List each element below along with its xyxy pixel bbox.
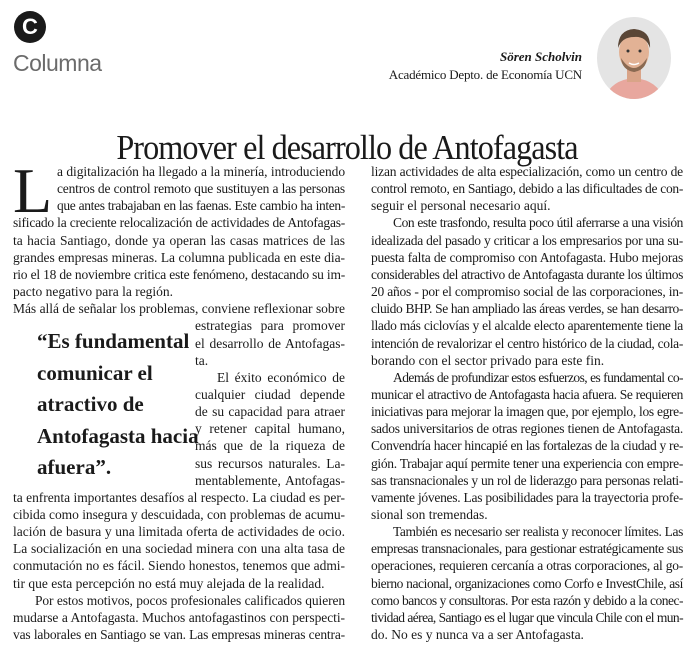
- author-affiliation: Académico Depto. de Economía UCN: [388, 67, 582, 82]
- article-line: 20 años - por el compromiso social de las corporaciones, in-: [371, 284, 683, 300]
- article-line: más que de la riqueza de: [195, 438, 345, 454]
- article-line: operaciones, requieren cercanía a otras corporaciones, al go-: [371, 558, 683, 574]
- article-line: sificado la creciente relocalización de actividades de Antofagas-: [13, 215, 345, 231]
- pull-quote-line: Antofagasta hacia: [37, 423, 199, 448]
- section-label: Columna: [13, 50, 102, 76]
- article-line: Con este trasfondo, resulta poco útil aferrarse a una visión: [393, 215, 683, 231]
- article-line: estrategias para promover: [195, 318, 345, 334]
- article-line: ta.: [195, 352, 209, 368]
- article-line: vas laborales en Santiago se van. Las empresas mineras centra-: [13, 627, 345, 643]
- article-line: conmutación no es fácil. Siendo honestos, tenemos que admi-: [13, 558, 345, 574]
- article-line: considerables del atractivo de Antofagasta durante los últimos: [371, 266, 683, 282]
- article-line: grandes empresas mineras. La columna publicada en este dia-: [13, 249, 345, 265]
- article-line: Convendría hacer hincapié en las fortalezas de la ciudad y re-: [371, 438, 683, 454]
- article-line: sas transnacionales y un rol de liderazgo para personas relati-: [371, 472, 683, 488]
- article-line: llado más ciclovías y el alcalde electo aparentemente tiene la: [371, 318, 683, 334]
- article-line: seguir el personal necesario aquí.: [371, 198, 551, 214]
- article-line: control remoto, en Santiago, debido a las dificultades de con-: [371, 181, 683, 197]
- article-line: ta hacia Santiago, donde ya operan las casas matrices de las: [13, 232, 345, 248]
- pull-quote-line: comunicar el: [37, 360, 153, 385]
- article-line: empresas transnacionales, para gestionar estratégicamente sus: [371, 541, 683, 557]
- article-line: lación de basura y una limitada oferta de actividades de ocio.: [13, 524, 345, 540]
- article-line: ta enfrenta importantes desafíos al respecto. La ciudad es per-: [13, 489, 345, 505]
- headline: Promover el desarrollo de Antofagasta: [116, 128, 578, 168]
- article-line: Más allá de señalar los problemas, conviene reflexionar sobre: [13, 301, 345, 317]
- article-line: el desarrollo de Antofagas-: [195, 335, 345, 351]
- author-name: Sören Scholvin: [500, 49, 582, 64]
- column-badge: C: [14, 11, 46, 43]
- pull-quote-line: afuera”.: [37, 455, 112, 479]
- article-line: pacto negativo para la región.: [13, 284, 174, 300]
- article-line: que antes trabajaban en las faenas. Este cambio ha inten-: [57, 198, 345, 214]
- pull-quote-line: atractivo de: [37, 392, 144, 416]
- article-line: gión. Trabajar aquí permite tener una experiencia con empre-: [371, 455, 683, 471]
- article-line: sus recursos naturales. La-: [195, 455, 345, 471]
- article-line: También es necesario ser realista y reconocer límites. Las: [393, 524, 683, 540]
- article-line: intención de revalorizar el centro histórico de la ciudad, cola-: [371, 335, 683, 351]
- article-line: municar el atractivo de Antofagasta hacia afuera. Se requieren: [371, 386, 683, 402]
- article-line: cualquier ciudad depende: [195, 386, 345, 402]
- article-line: cluido BHP. Se han ampliado las áreas verdes, se han desarro-: [371, 301, 683, 317]
- article-line: sados universitarios de otras regiones tienen de Antofagasta.: [371, 421, 683, 437]
- article-line: La socialización en una sociedad minera con una alta tasa de: [13, 541, 345, 557]
- article-line: sional son tremendas.: [371, 507, 488, 522]
- article-line: cibida como insegura y descuidada, con problemas de acumu-: [13, 507, 345, 522]
- article-line: iniciativas para mejorar la imagen que, por ejemplo, los egre-: [371, 404, 683, 420]
- article-line: como bancos y consultoras. Por esta razón y debido a la conec-: [371, 592, 683, 608]
- article-line: idealizada del pasado y criticar a los empresarios por una su-: [371, 232, 683, 248]
- article-line: a digitalización ha llegado a la minería, introduciendo: [57, 164, 345, 179]
- article-line: tir que esta percepción no está muy alejada de la realidad.: [13, 575, 325, 591]
- article-line: vamente jóvenes. Las posibilidades para la trayectoria profe-: [371, 489, 683, 505]
- article-line: centros de control remoto que sustituyen a las personas: [57, 181, 345, 197]
- pull-quote-line: “Es fundamental: [37, 329, 190, 353]
- article-line: Además de profundizar estos esfuerzos, es fundamental co-: [393, 369, 683, 385]
- article-line: El éxito económico de: [217, 369, 345, 385]
- article-line: rio el 18 de noviembre critica este fenómeno, destacando su im-: [13, 266, 345, 282]
- article-line: mentablemente, Antofagas-: [195, 472, 345, 488]
- article-line: do. No es y nunca va a ser Antofagasta.: [371, 627, 584, 643]
- article-line: de su capacidad para atraer: [195, 404, 345, 420]
- author-photo: [596, 16, 672, 100]
- pull-quote: [37, 326, 199, 484]
- article-line: lizan actividades de alta especialización, como un centro de: [371, 164, 683, 179]
- article-line: borando con el sector privado para este fin.: [371, 352, 605, 368]
- article-line: bierno nacional, organizaciones como Corfo e InvestChile, así: [371, 575, 683, 591]
- article-line: mudarse a Antofagasta. Muchos antofagastinos con perspecti-: [13, 609, 345, 625]
- article-line: y retener capital humano,: [195, 421, 345, 437]
- article-line: puesta falta de compromiso con Antofagasta. Hubo mejoras: [371, 249, 683, 265]
- article-line: Por estos motivos, pocos profesionales calificados quieren: [35, 592, 345, 608]
- drop-cap: L: [13, 155, 53, 226]
- article-line: tividad aérea, Santiago es el lugar que vincula Chile con el mun-: [371, 609, 683, 625]
